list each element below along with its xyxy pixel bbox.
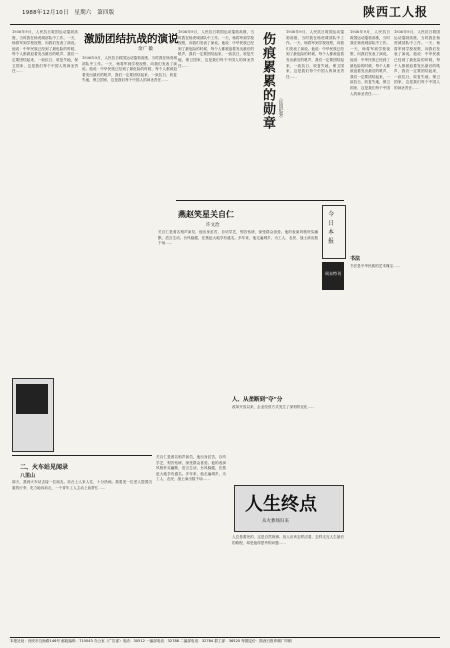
medal-subtitle: （民国纪事） xyxy=(279,96,284,120)
header-rule xyxy=(10,24,440,25)
ad-label xyxy=(328,210,340,246)
lower-rule xyxy=(12,455,152,456)
ad-char-2: 日 xyxy=(328,220,335,227)
middle-col: 关自仁是著名相声演员，他出身贫苦，自幼学艺，刻苦钻研，深受群众喜爱。他的表演风格朴实幽默，语言生动，台风稳健，在燕赵大地享有盛名。多年来，他走遍城乡，为工人、农民、战士演出数千场…… xyxy=(156,455,226,482)
bazhou-title: 二、火车站见闻录 xyxy=(20,464,69,471)
footer-text: 本报社址：西安市互助路146号 邮政编码：710043 办公室（广告部）电话：30512 一编部电话：32788 二编部电话：32784 群工部：36520 每期定价：陕西日报印刷厂印刷 xyxy=(10,639,292,643)
bazhou-body: 那天，我到火车站去接一位朋友。站台上人来人往，十分热闹。我看见一位老人提着沉重的行李，吃力地向前走，一个青年工人主动上前帮忙…… xyxy=(12,480,152,490)
right-small-title: 书法 xyxy=(350,256,361,262)
ad-char-4: 报 xyxy=(328,238,335,245)
medal-body: 1936年9月，人民抗日救国运动蓬勃高涨，当时我在杨虎城部队中工作。一天，杨将军到学校视察，向我们发表了演说。他说：中华民族已经到了最危险的时候，每个人都被迫着发出最后的吼声，我们一定要团结起来，一致抗日，收复失地，保卫国家，这是我们每个中国人的神圣责任…… xyxy=(286,30,344,79)
masthead: 陕西工人报 xyxy=(363,5,429,19)
medal-title: 伤痕累累的勋章 xyxy=(260,32,275,130)
speech-body-col1: 1936年9月，人民抗日救国运动蓬勃高涨，当时我在杨虎城部队中工作。一天，杨将军到学校视察，向我们发表了演说。他说：中华民族已经到了最危险的时候，每个人都被迫着发出最后的吼声，我们一定要团结起来，一致抗日，收复失地，保卫国家，这是我们每个中国人的神圣责任…… xyxy=(12,30,78,74)
right-small-body: 书法是中华民族的艺术瑰宝…… xyxy=(350,264,401,268)
calendar-graphic-fill xyxy=(16,384,48,414)
section-rule xyxy=(176,200,344,201)
speech-body-col3: 1936年9月，人民抗日救国运动蓬勃高涨，当时我在杨虎城部队中工作。一天，杨将军到学校视察，向我们发表了演说。他说：中华民族已经到了最危险的时候，每个人都被迫着发出最后的吼声，我们一定要团结起来，一致抗日，收复失地，保卫国家，这是我们每个中国人的神圣责任…… xyxy=(178,30,254,68)
issue-date: 1988年12月10日 星期六 第四版 xyxy=(22,10,115,16)
yanzhao-author: 许文治 xyxy=(206,223,220,228)
bazhou-subtitle: 八里山 xyxy=(20,473,36,479)
life-body: 人总是要死的，这是自然规律。但人应该怎样活着，怎样走完人生最后的路程，却是值得思考的问题…… xyxy=(232,535,344,545)
four-title: 人、从垄断到“夺”分 xyxy=(232,397,283,403)
life-subtitle: 从火葬场归来 xyxy=(262,519,289,524)
speech-author: 余广 徽 xyxy=(138,47,153,52)
right-col-b: 1936年9月，人民抗日救国运动蓬勃高涨，当时我在杨虎城部队中工作。一天，杨将军到学校视察，向我们发表了演说。他说：中华民族已经到了最危险的时候，每个人都被迫着发出最后的吼声，我们一定要团结起来，一致抗日，收复失地，保卫国家，这是我们每个中国人的神圣责任…… xyxy=(394,30,440,90)
yanzhao-title: 燕赵笑星关自仁 xyxy=(178,209,234,219)
yanzhao-body: 关自仁是著名相声演员，他出身贫苦，自幼学艺，刻苦钻研，深受群众喜爱。他的表演风格朴实幽默，语言生动，台风稳健，在燕赵大地享有盛名。多年来，他走遍城乡，为工人、农民、战士演出数千场…… xyxy=(158,230,318,246)
ad-char-1: 今 xyxy=(328,211,335,218)
speech-body-col2: 1936年9月，人民抗日救国运动蓬勃高涨，当时我在杨虎城部队中工作。一天，杨将军到学校视察，向我们发表了演说。他说：中华民族已经到了最危险的时候，每个人都被迫着发出最后的吼声，我们一定要团结起来，一致抗日，收复失地，保卫国家，这是我们每个中国人的神圣责任…… xyxy=(82,56,177,83)
speech-title: 激励团结抗战的演说 xyxy=(84,33,179,45)
four-body: 改革开放以来，企业经营方式发生了深刻的变化…… xyxy=(232,405,315,409)
right-col-a: 1936年9月，人民抗日救国运动蓬勃高涨，当时我在杨虎城部队中工作。一天，杨将军到学校视察，向我们发表了演说。他说：中华民族已经到了最危险的时候，每个人都被迫着发出最后的吼声，我们一定要团结起来，一致抗日，收复失地，保卫国家，这是我们每个中国人的神圣责任…… xyxy=(350,30,390,96)
life-title: 人生终点 xyxy=(245,494,317,515)
footer-rule xyxy=(10,637,440,638)
ad-badge: 周末特刊 xyxy=(325,271,341,276)
ad-char-3: 本 xyxy=(328,229,335,236)
